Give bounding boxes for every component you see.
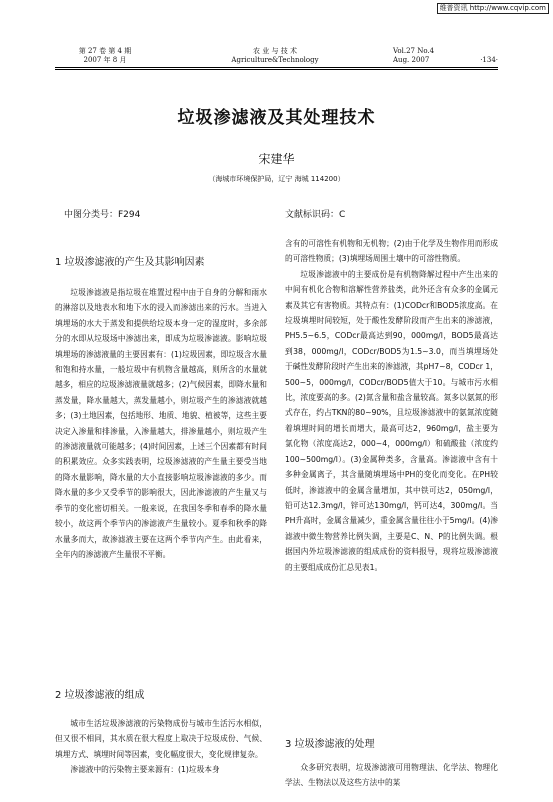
section-2-heading: 2 垃圾渗滤液的组成 [55, 690, 145, 701]
header-center-line2: Agriculture&Technology [231, 56, 319, 64]
author-affiliation: （海城市环境保护局，辽宁 海城 114200） [208, 175, 345, 183]
journal-volume-left [75, 47, 135, 65]
section-3-body [285, 760, 498, 791]
watermark-badge: 维普资讯 http://www.cqvip.com [437, 3, 549, 14]
header-right-line2: Aug. 2007 [393, 56, 430, 64]
document-code: 文献标识码：C [285, 210, 346, 220]
right-paragraph-2: 垃圾渗滤液中的主要成份是有机物降解过程中产生出来的中间有机化合物和溶解性营养盐类，此外还含有众多的金属元素及其它有害物质。其特点有：(1)CODcr和BOD5浓度高。在垃圾填埋时间较短，处于酸性发酵阶段而产生出来的渗滤液，PH5.5~6.5，CODcr最高达到90，000mg/l，BOD5最高达到38，000mg/l，CODcr/BOD5为1.5~3.0，而当填埋场处于碱性发酵阶段时产生出来的渗滤液，其pH7~8，CODcr 1，500~5，000mg/l，CODcr/BOD5值大于10。与城市污水相比，浓度要高的多。(2)氮含量和盐含量较高。氮多以氨氮的形式存在，约占TKN的80~90%，且垃圾渗滤液中的氨氮浓度随着填埋时间的增长而增大，最高可达2，960mg/l，盐主要为氯化物（浓度高达2，000~4，000mg/l）和硫酸盐（浓度约100~500mg/l）。(3)金属种类多，含量高。渗滤液中含有十多种金属离子，其含量随填埋场中PH的变化而变化。在PH较低时，渗滤液中的金属含量增加，其中铁可达2，050mg/l，铅可达12.3mg/l，锌可达130mg/l，钙可达4，300mg/l。当PH升高时，金属含量减少，重金属含量往往小于5mg/l。(4)渗滤液中微生物营养比例失调，主要是C、N、P的比例失调。根据国内外垃圾渗滤液的组成成份的资料报导，现将垃圾渗滤液的主要组成成份汇总见表1。 [285, 269, 498, 572]
header-right-line1: Vol.27 No.4 [393, 47, 435, 55]
section-1-paragraph: 垃圾渗滤液是指垃圾在堆置过程中由于自身的分解和雨水的淋溶以及地表水和地下水的浸入而渗滤出来的污水。当进入填埋场的水大于蒸发和提供给垃圾本身一定的湿度时，多余部分的水即从垃圾场中渗滤出来，即成为垃圾渗滤液。影响垃圾填埋场的渗滤液量的主要因素有：(1)垃圾因素，即垃圾含水量和饱和持水量，一般垃圾中有机物含量越高，则所含的水量就越多，相应的垃圾渗滤液量就越多；(2)气候因素，即降水量和蒸发量，降水量越大，蒸发量越小，则垃圾产生的渗滤液就越多；(3)土地因素，包括地形、地质、地貌、植被等，这些主要决定入渗量和排渗量，入渗量越大，排渗量越小，则垃圾产生的渗滤液量就可能越多；(4)时间因素，上述三个因素都有时间的积累效应。众多实践表明，垃圾渗滤液的产生量主要受当地的降水量影响，降水量的大小直接影响垃圾渗滤液的多少。而降水量的多少又受季节的影响很大，因此渗滤液的产生量又与季节的变化密切相关。一般来说，在我国冬季和春季的降水量较小，故这两个季节内的渗滤液产生量较小。夏季和秋季的降水量多而大，故渗滤液主要在这两个季节内产生。由此看来，全年内的渗滤液产生量很不平衡。 [55, 288, 267, 559]
section-1-body [55, 285, 267, 562]
section-2-body [55, 716, 267, 778]
clc-number: 中图分类号：F294 [64, 210, 141, 220]
header-center-line1: 农 业 与 技 术 [253, 47, 297, 55]
article-author: 宋建华 [258, 152, 295, 166]
header-rule-top [55, 67, 498, 68]
journal-name-center [200, 47, 350, 65]
section-3-heading: 3 垃圾渗滤液的处理 [285, 739, 375, 750]
header-rule-bottom [55, 69, 498, 70]
header-left-line1: 第 27 卷 第 4 期 [78, 47, 132, 55]
section-2-paragraph-1: 城市生活垃圾渗滤液的污染物成份与城市生活污水相似，但又很不相同，其水质在很大程度上取决于垃圾成份、气候、填埋方式、填埋时间等因素，变化幅度很大，变化规律复杂。 [55, 719, 267, 759]
right-paragraph-1: 含有的可溶性有机物和无机物；(2)由于化学及生物作用而形成的可溶性物质；(3)填埋场周围土壤中的可溶性物质。 [285, 239, 498, 264]
section-1-heading: 1 垃圾渗滤液的产生及其影响因素 [55, 257, 205, 268]
journal-volume-right [385, 47, 498, 65]
right-column-body [285, 236, 498, 575]
section-2-paragraph-2: 渗滤液中的污染物主要来源有：(1)垃圾本身 [70, 765, 220, 775]
page-number: ·134· [480, 56, 498, 64]
article-title: 垃圾渗滤液及其处理技术 [177, 108, 376, 128]
header-left-line2: 2007 年 8 月 [83, 56, 127, 64]
section-3-paragraph: 众多研究表明，垃圾渗滤液可用物理法、化学法、物理化学法、生物法以及这些方法中的某 [285, 763, 498, 788]
